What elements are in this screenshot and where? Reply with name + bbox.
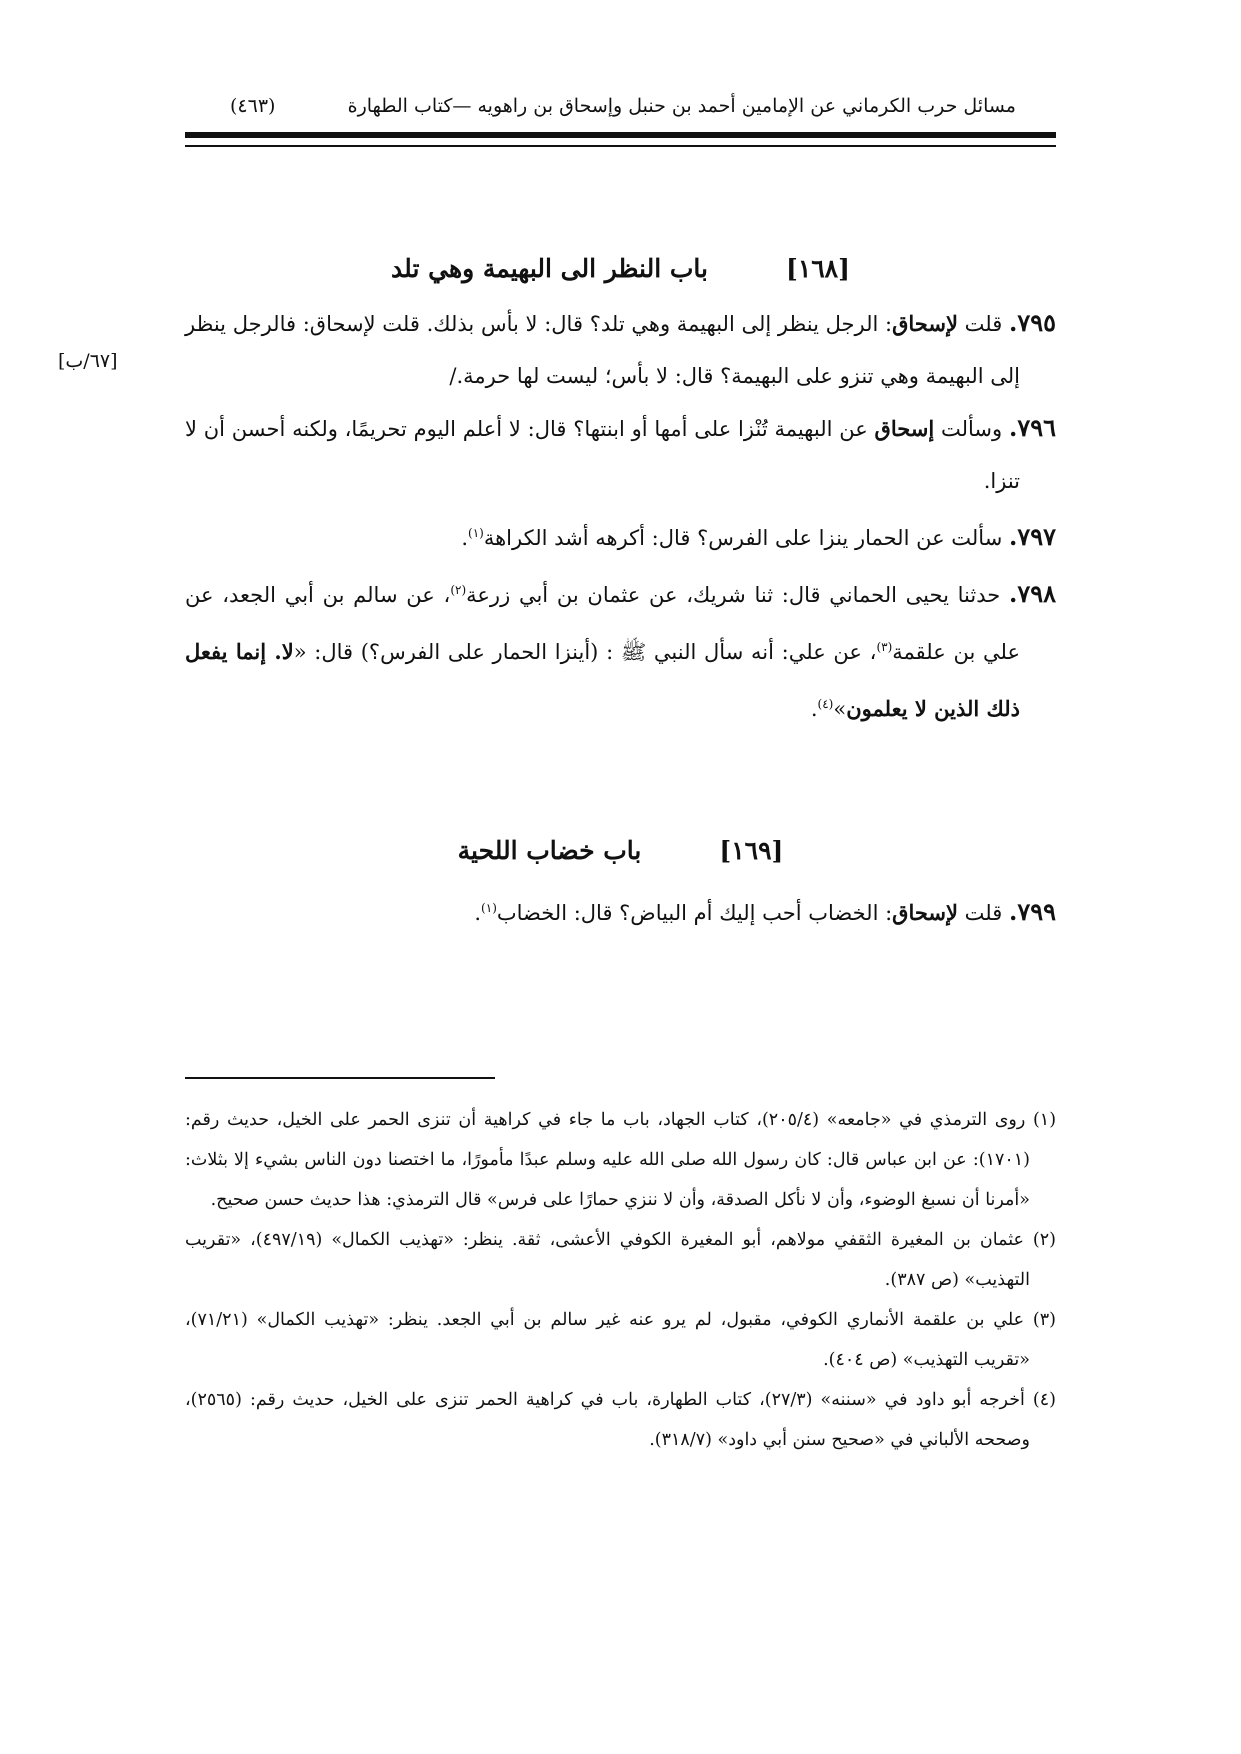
entry-text: : الخضاب أحب إليك أم البياض؟ قال: الخضاب	[496, 901, 893, 925]
section-title: باب النظر الى البهيمة وهي تلد	[391, 253, 708, 283]
entry-text: قلت	[957, 312, 1009, 336]
footnotes	[185, 1100, 1056, 1460]
manuscript-folio-ref: [٦٧/ب]	[58, 350, 118, 372]
entry-text: »	[833, 697, 847, 721]
entry-text: حدثنا يحيى الحماني قال: ثنا شريك، عن عثمان بن أبي زرعة	[466, 583, 1009, 607]
footnote-marker: (٤)	[817, 697, 834, 711]
entry-text: .	[461, 526, 469, 550]
entry-799	[185, 882, 1056, 939]
entry-797	[185, 507, 1056, 564]
footnote-marker: (١)	[468, 526, 484, 540]
entry-bold-name: إسحاق	[874, 416, 935, 441]
entry-text: قلت	[958, 901, 1009, 925]
footnote-marker: (٢)	[450, 583, 467, 597]
header-rule-thick	[185, 132, 1056, 138]
header-rule-thin	[185, 145, 1056, 147]
entry-number: ٧٩٧.	[1008, 522, 1056, 551]
footnote-3: (٣) علي بن علقمة الأنماري الكوفي، مقبول، لم يرو عنه غير سالم بن أبي الجعد. ينظر: «تهذيب الكمال» (٧١/٢١)، «تقريب التهذيب» (ص ٤٠٤).	[185, 1310, 1056, 1370]
entry-bold-name: لإسحاق	[892, 311, 958, 336]
entry-text: .	[474, 901, 482, 925]
entry-text: ، عن سالم بن أبي الجعد، عن علي بن علقمة	[185, 583, 1021, 664]
entry-text: ، عن علي: أنه سأل النبي ﷺ : (أينزا الحمار على الفرس؟) قال: «	[293, 640, 877, 664]
hadith-quote-bold: لا. إنما يفعل ذلك الذين لا يعلمون	[185, 639, 1020, 721]
entry-number: ٧٩٨.	[1008, 579, 1056, 608]
section-title: باب خضاب اللحية	[457, 835, 642, 865]
entry-text: عن البهيمة تُنْزا على أمها أو ابنتها؟ قال: لا أعلم اليوم تحريمًا، ولكنه أحسن أن لا تنزا.	[185, 417, 1020, 493]
entry-text: وسألت	[934, 417, 1009, 441]
footnote-4: (٤) أخرجه أبو داود في «سننه» (٢٧/٣)، كتاب الطهارة، باب في كراهية الحمر تنزى على الخيل، حديث رقم: (٢٥٦٥)، وصححه الألباني في «صحيح سنن أبي داود» (٣١٨/٧).	[185, 1390, 1056, 1450]
entries-section-169	[185, 882, 1056, 939]
entry-bold-name: لإسحاق	[892, 900, 958, 925]
entry-number: ٧٩٥.	[1008, 308, 1056, 337]
entries-section-168	[185, 297, 1056, 735]
entry-number: ٧٩٦.	[1008, 413, 1056, 442]
footnote-2: (٢) عثمان بن المغيرة الثقفي مولاهم، أبو المغيرة الكوفي الأعشى، ثقة. ينظر: «تهذيب الكمال» (٤٩٧/١٩)، «تقريب التهذيب» (ص ٣٨٧).	[185, 1230, 1056, 1290]
section-heading-169	[185, 830, 1056, 870]
entry-number: ٧٩٩.	[1008, 897, 1056, 926]
section-number: [١٦٨]	[785, 253, 850, 283]
entry-796	[185, 402, 1056, 507]
running-title: مسائل حرب الكرماني عن الإمامين أحمد بن حنبل وإسحاق بن راهويه —كتاب الطهارة	[347, 95, 1016, 117]
section-number: [١٦٩]	[719, 835, 784, 865]
entry-795	[185, 297, 1056, 402]
page-number: (٤٦٣)	[230, 95, 276, 117]
section-heading-168	[185, 248, 1056, 288]
entry-text: سألت عن الحمار ينزا على الفرس؟ قال: أكرهه أشد الكراهة	[483, 526, 1009, 550]
footnote-separator	[185, 1077, 495, 1079]
footnote-marker: (٣)	[876, 640, 893, 654]
entry-text: : الرجل ينظر إلى البهيمة وهي تلد؟ قال: لا بأس بذلك. قلت لإسحاق: فالرجل ينظر إلى البهيمة وهي تنزو على البهيمة؟ قال: لا بأس؛ ليست لها حرمة./	[185, 312, 1020, 388]
footnote-1: (١) روى الترمذي في «جامعه» (٢٠٥/٤)، كتاب الجهاد، باب ما جاء في كراهية أن تنزى الحمر على الخيل، حديث رقم: (١٧٠١): عن ابن عباس قال: كان رسول الله صلى الله عليه وسلم عبدًا مأمورًا، ما اختصنا دون الناس بشيء إلا بثلاث: «أمرنا أن نسبغ الوضوء، وأن لا نأكل الصدقة، وأن لا ننزي حمارًا على فرس» قال الترمذي: هذا حديث حسن صحيح.	[185, 1110, 1057, 1210]
entry-798	[185, 564, 1056, 735]
entry-text: .	[810, 697, 818, 721]
page-header	[230, 88, 1016, 124]
footnote-marker: (١)	[481, 901, 497, 915]
